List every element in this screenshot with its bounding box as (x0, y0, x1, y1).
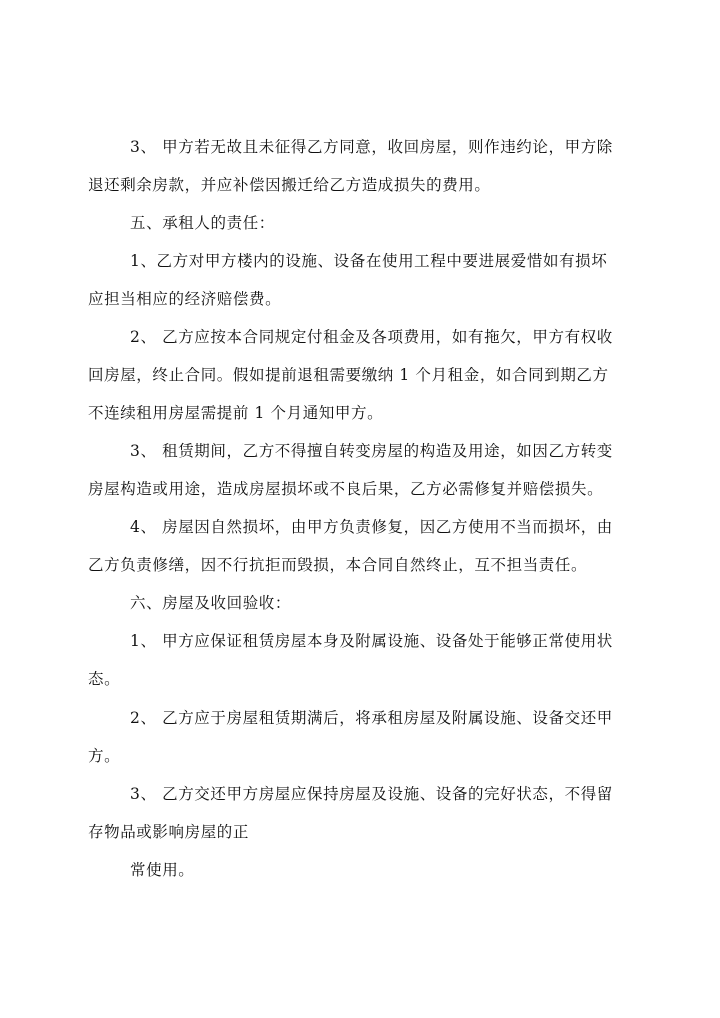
text-line: 方。 (88, 747, 121, 765)
text-line: 态。 (88, 670, 121, 688)
text-line: 3、 乙方交还甲方房屋应保持房屋及设施、设备的完好状态，不得留 (130, 785, 613, 803)
text-line: 2、 乙方应按本合同规定付租金及各项费用，如有拖欠，甲方有权收 (130, 328, 613, 346)
text-line: 不连续租用房屋需提前 1 个月通知甲方。 (88, 404, 384, 422)
text-line: 1、 甲方应保证租赁房屋本身及附属设施、设备处于能够正常使用状 (130, 632, 613, 650)
text-line: 退还剩余房款，并应补偿因搬迁给乙方造成损失的费用。 (88, 176, 491, 194)
section-heading: 五、承租人的责任： (130, 214, 275, 232)
text-line: 房屋构造或用途，造成房屋损坏或不良后果，乙方必需修复并赔偿损失。 (88, 480, 604, 498)
text-line: 回房屋，终止合同。假如提前退租需要缴纳 1 个月租金，如合同到期乙方 (88, 366, 609, 384)
section-heading: 六、房屋及收回验收： (130, 594, 292, 612)
text-line: 4、 房屋因自然损坏，由甲方负责修复，因乙方使用不当而损坏，由 (130, 518, 613, 536)
text-line: 乙方负责修缮，因不行抗拒而毁损，本合同自然终止，互不担当责任。 (88, 556, 588, 574)
text-line: 应担当相应的经济赔偿费。 (88, 290, 282, 308)
text-line: 存物品或影响房屋的正 (88, 823, 250, 841)
text-line: 3、 甲方若无故且未征得乙方同意，收回房屋，则作违约论，甲方除 (130, 138, 613, 156)
text-line: 常使用。 (130, 861, 195, 879)
text-line: 1、乙方对甲方楼内的设施、设备在使用工程中要进展爱惜如有损坏 (130, 252, 608, 270)
text-line: 2、 乙方应于房屋租赁期满后，将承租房屋及附属设施、设备交还甲 (130, 709, 613, 727)
text-line: 3、 租赁期间，乙方不得擅自转变房屋的构造及用途，如因乙方转变 (130, 442, 613, 460)
